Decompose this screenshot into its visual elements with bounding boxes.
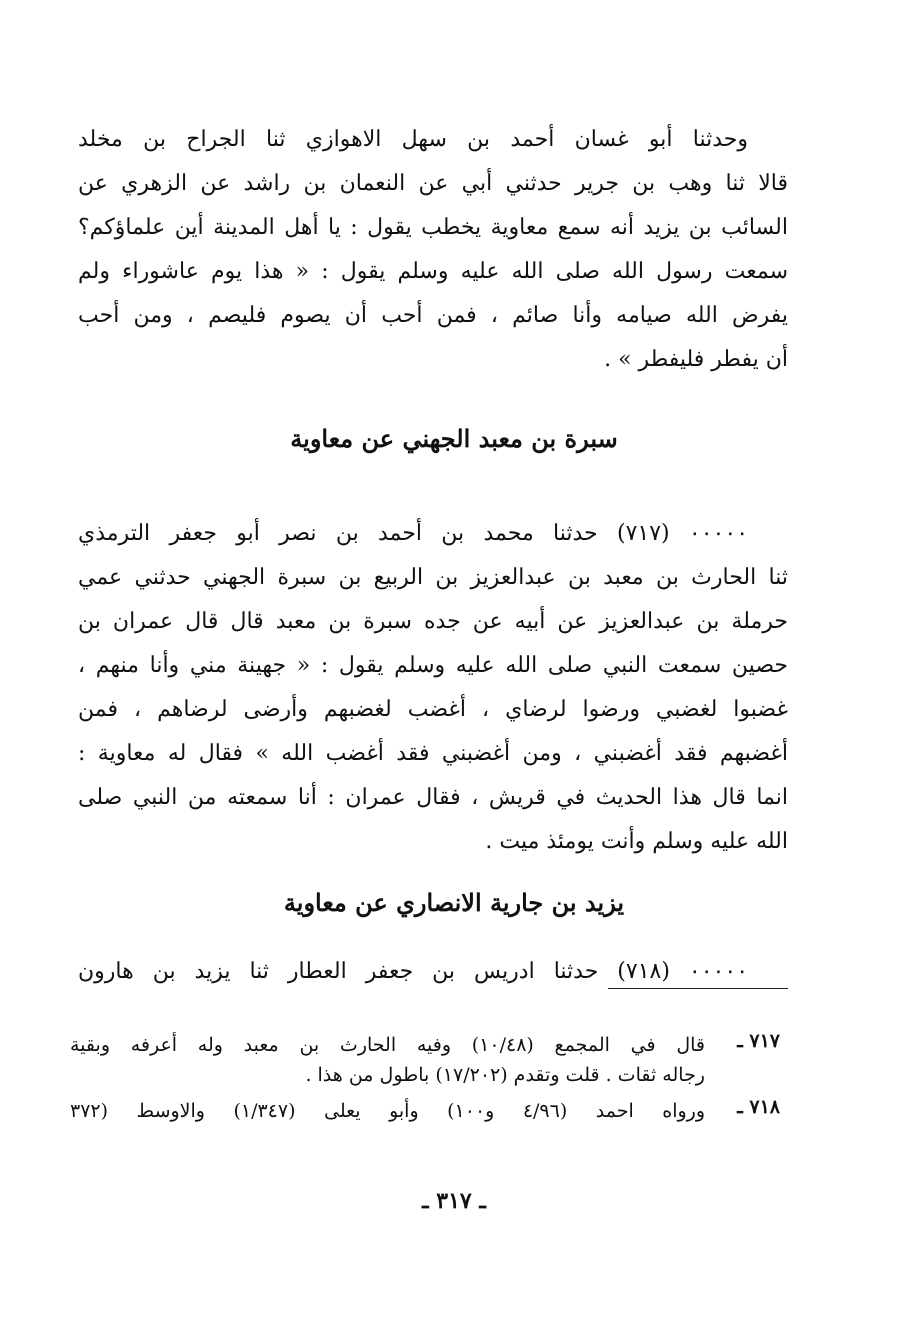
paragraph-1 [78,118,788,382]
section-heading-sabra: سبرة بن معبد الجهني عن معاوية [290,424,618,453]
footnote-717 [70,1030,780,1090]
footnote-line: ورواه احمد (٤/٩٦ و١٠٠) وأبو يعلى (١/٣٤٧) والاوسط (٣٧٢ [70,1100,705,1122]
paragraph-line: ٠٠٠٠٠ (٧١٧) حدثنا محمد بن أحمد بن نصر أبو جعفر الترمذي [78,521,749,546]
paragraph-line: يفرض الله صيامه وأنا صائم ، فمن أحب أن يصوم فليصم ، ومن أحب [78,303,788,328]
paragraph-line: حصين سمعت النبي صلى الله عليه وسلم يقول : « جهينة مني وأنا منهم ، [78,653,788,678]
paragraph-line: غضبوا لغضبي ورضوا لرضاي ، أغضب لغضبهم وأرضى لرضاهم ، فمن [78,697,788,722]
paragraph-2 [78,512,788,864]
paragraph-line: انما قال هذا الحديث في قريش ، فقال عمران : أنا سمعته من النبي صلى [78,785,788,810]
footnote-body [70,1096,705,1126]
paragraph-line: أغضبهم فقد أغضبني ، ومن أغضبني فقد أغضب الله » فقال له معاوية : [78,741,788,766]
footnote-line: رجاله ثقات . قلت وتقدم (١٧/٢٠٢) باطول من هذا . [305,1064,705,1086]
footnote-separator [608,988,788,989]
footnotes [70,1030,780,1132]
footnote-number: ٧١٨ ـ [737,1096,780,1118]
paragraph-line: الله عليه وسلم وأنت يومئذ ميت . [485,829,788,854]
paragraph-line: قالا ثنا وهب بن جرير حدثني أبي عن النعمان بن راشد عن الزهري عن [78,171,788,196]
paragraph-line: حرملة بن عبدالعزيز عن أبيه عن جده سبرة بن معبد قال قال عمران بن [78,609,788,634]
page-number: ـ ٣١٧ ـ [422,1188,486,1214]
paragraph-line: السائب بن يزيد أنه سمع معاوية يخطب يقول : يا أهل المدينة أين علماؤكم؟ [78,215,788,240]
footnote-number: ٧١٧ ـ [737,1030,780,1052]
paragraph-line: أن يفطر فليفطر » . [604,347,788,372]
footnote-718 [70,1096,780,1126]
paragraph-line: ثنا الحارث بن معبد بن عبدالعزيز بن الربيع بن سبرة الجهني حدثني عمي [78,565,788,590]
footnote-body [70,1030,705,1090]
section-heading-yazid: يزيد بن جارية الانصاري عن معاوية [283,888,625,917]
paragraph-line: ٠٠٠٠٠ (٧١٨) حدثنا ادريس بن جعفر العطار ثنا يزيد بن هارون [78,959,749,984]
paragraph-line: وحدثنا أبو غسان أحمد بن سهل الاهوازي ثنا الجراح بن مخلد [78,127,748,152]
footnote-line: قال في المجمع (١٠/٤٨) وفيه الحارث بن معبد وله أعرفه وبقية [70,1034,705,1056]
paragraph-line: سمعت رسول الله صلى الله عليه وسلم يقول : « هذا يوم عاشوراء ولم [78,259,788,284]
